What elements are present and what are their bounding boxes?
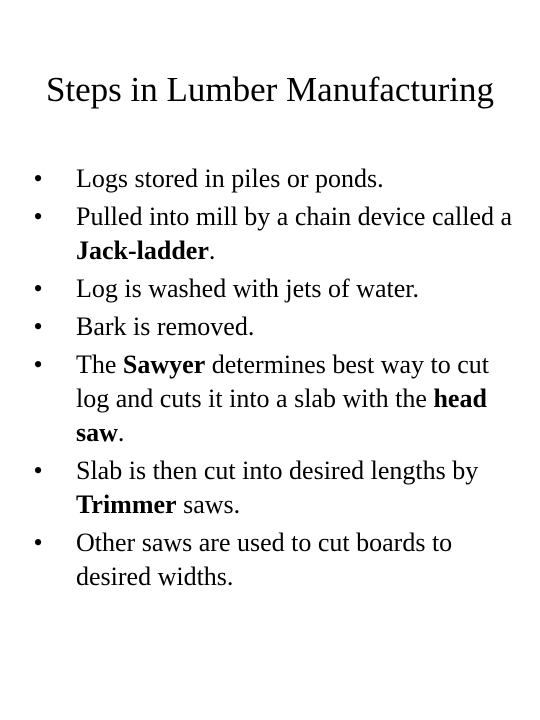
bullet-item	[28, 526, 528, 594]
text-run: Pulled into mill by a chain device called a	[76, 202, 513, 231]
text-run: Other saws are used to cut boards to desired widths.	[76, 528, 453, 591]
bullet-text	[76, 456, 478, 519]
bullet-item	[28, 272, 528, 306]
bullet-text	[76, 312, 254, 341]
bullet-text	[76, 164, 384, 193]
bullet-dot: •	[33, 350, 43, 379]
bullet-text	[76, 274, 419, 303]
text-run: .	[117, 418, 125, 447]
bold-term: head saw	[76, 384, 487, 447]
bullet-text	[76, 202, 512, 265]
slide-title: Steps in Lumber Manufacturing	[45, 70, 495, 109]
bullet-dot: •	[33, 456, 43, 485]
text-run: The	[76, 350, 123, 379]
text-run: saws.	[176, 490, 241, 519]
bold-term: Jack-ladder	[76, 236, 209, 265]
text-run: Bark is removed.	[76, 312, 255, 341]
text-run: Logs stored in piles or ponds.	[76, 164, 384, 193]
bullet-item	[28, 200, 528, 268]
text-run: .	[208, 236, 216, 265]
text-run: Log is washed with jets of water.	[76, 274, 419, 303]
bullet-dot: •	[33, 312, 43, 341]
bullet-dot: •	[33, 274, 43, 303]
bullet-item	[28, 454, 528, 522]
bullet-list	[28, 162, 528, 598]
bullet-text	[76, 350, 489, 447]
bullet-item	[28, 348, 528, 450]
bullet-item	[28, 162, 528, 196]
text-run: determines best way to cut log and cuts it into a slab with the	[76, 350, 490, 413]
bullet-dot: •	[33, 202, 43, 231]
bold-term: Sawyer	[122, 350, 206, 379]
bullet-dot: •	[33, 164, 43, 193]
bold-term: Trimmer	[76, 490, 177, 519]
bullet-text	[76, 528, 452, 591]
bullet-item	[28, 310, 528, 344]
text-run: Slab is then cut into desired lengths by	[76, 456, 479, 485]
bullet-dot: •	[33, 528, 43, 557]
